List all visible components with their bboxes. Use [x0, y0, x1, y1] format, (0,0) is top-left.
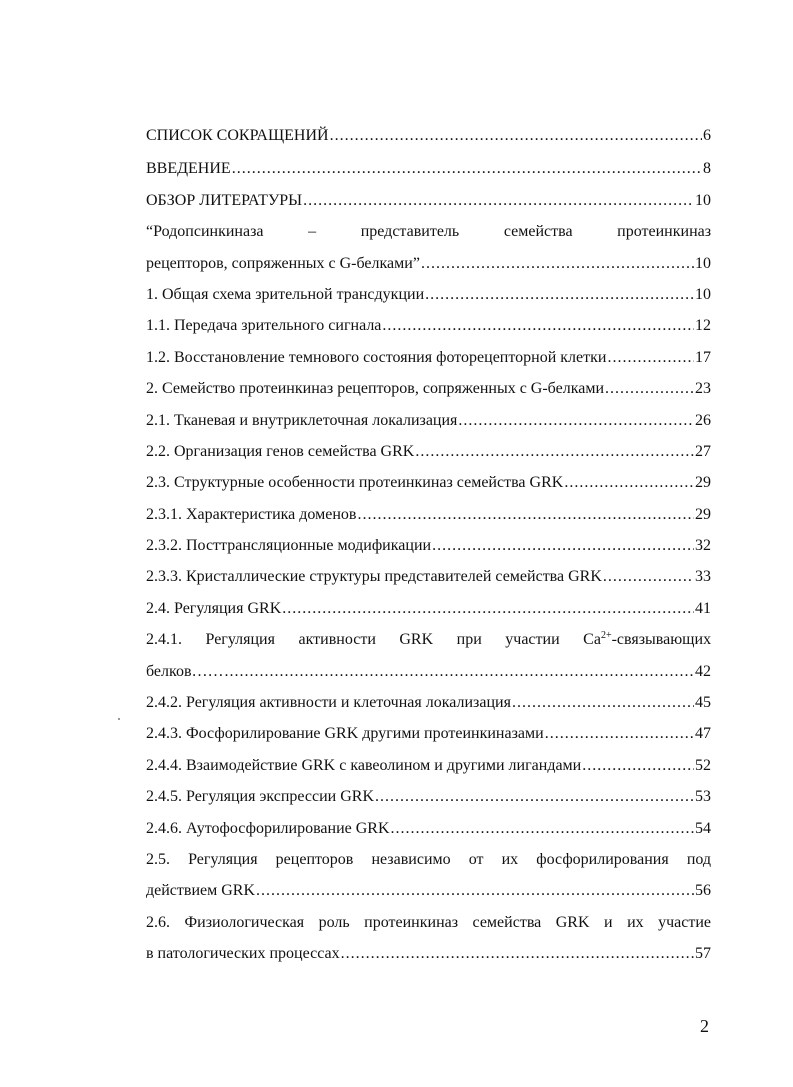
- toc-entry-2: [146, 373, 711, 404]
- toc-entry-page: 54: [695, 819, 711, 837]
- toc-entry-title: ВВЕДЕНИЕ: [146, 160, 231, 178]
- dot-leader: [582, 756, 694, 776]
- toc-entry-title: ОБЗОР ЛИТЕРАТУРЫ: [146, 191, 303, 209]
- toc-entry-page: 41: [695, 599, 711, 617]
- dot-leader: [303, 191, 694, 211]
- toc-entry-page: 32: [695, 537, 711, 555]
- toc-entry-page: 29: [695, 474, 711, 492]
- toc-word: под: [686, 850, 711, 868]
- toc-entry-title: 1.2. Восстановление темнового состояния фоторецепторной клетки: [146, 348, 607, 366]
- dot-leader: [458, 411, 694, 431]
- toc-entry-title: рецепторов, сопряженных с G-белками”: [146, 254, 420, 272]
- toc-word: “Родопсинкиназа: [146, 223, 264, 241]
- toc-word: протеинкиназ: [364, 913, 459, 931]
- toc-entry-2-3-1: [146, 499, 711, 530]
- dot-leader: [330, 126, 702, 146]
- toc-word: 2.4.1.: [146, 631, 182, 649]
- dot-leader: [425, 285, 694, 305]
- toc-entry-title: 2.2. Организация генов семейства GRK: [146, 442, 415, 460]
- toc-entry-title: в патологических процессах: [146, 945, 340, 963]
- toc-entry-title: 2.4.5. Регуляция экспрессии GRK: [146, 788, 374, 806]
- toc-entry-2-4: [146, 593, 711, 624]
- toc-entry-title: 2.4.2. Регуляция активности и клеточная локализация: [146, 694, 511, 712]
- toc-word: активности: [298, 631, 376, 649]
- toc-word: их: [627, 913, 644, 931]
- toc-entry-2-6-line1: [146, 907, 711, 938]
- dot-leader: [232, 159, 702, 179]
- toc-entry-title: действием GRK: [146, 882, 256, 900]
- toc-entry-page: 8: [703, 160, 711, 178]
- table-of-contents: [146, 122, 711, 970]
- dot-leader: [512, 693, 694, 713]
- toc-entry-2-4-3: [146, 718, 711, 749]
- toc-entry-page: 47: [695, 725, 711, 743]
- toc-word: семейства: [472, 913, 542, 931]
- toc-word: GRK: [555, 913, 590, 931]
- toc-entry-rhodopsin-kinase-line1: [146, 216, 711, 247]
- toc-entry-title: 2. Семейство протеинкиназ рецепторов, сопряженных с G-белками: [146, 380, 605, 398]
- dot-leader: [225, 662, 694, 682]
- dot-leader: [282, 599, 694, 619]
- toc-word: участие: [658, 913, 711, 931]
- toc-word: GRK: [399, 631, 434, 649]
- toc-word: представитель: [360, 223, 460, 241]
- toc-entry-title: 1.1. Передача зрительного сигнала: [146, 317, 382, 335]
- toc-entry-page: 23: [695, 380, 711, 398]
- dot-leader: [256, 881, 694, 901]
- dot-leader: [415, 442, 694, 462]
- calcium-suffix: -связывающих: [611, 631, 711, 649]
- toc-word: их: [501, 850, 519, 868]
- toc-entry-1-1: [146, 310, 711, 341]
- toc-entry-page: 10: [695, 191, 711, 209]
- toc-word: роль: [318, 913, 350, 931]
- toc-entry-2-4-1-line2: [146, 656, 711, 687]
- toc-entry-2-4-2: [146, 687, 711, 718]
- toc-word: 2.6.: [146, 913, 170, 931]
- dot-leader: [375, 787, 694, 807]
- toc-entry-1-2: [146, 342, 711, 373]
- toc-entry-2-2: [146, 436, 711, 467]
- toc-entry-page: 10: [695, 285, 711, 303]
- toc-entry-2-5-line1: [146, 844, 711, 875]
- toc-entry-title: 1. Общая схема зрительной трансдукции: [146, 285, 425, 303]
- toc-entry-2-4-5: [146, 781, 711, 812]
- toc-entry-title: 2.4.6. Аутофосфорилирование GRK: [146, 819, 390, 837]
- toc-entry-2-3: [146, 467, 711, 498]
- toc-entry-2-4-1-line1: [146, 624, 711, 655]
- dot-leader: [545, 724, 694, 744]
- calcium-charge: 2+: [600, 630, 612, 642]
- toc-word: фосфорилирования: [536, 850, 669, 868]
- toc-entry-page: 6: [703, 127, 711, 144]
- toc-entry-page: 45: [695, 694, 711, 712]
- page-number: 2: [700, 1016, 709, 1036]
- toc-entry-2-1: [146, 405, 711, 436]
- toc-entry-page: 26: [695, 411, 711, 429]
- toc-word-calcium: [583, 631, 711, 648]
- toc-word: рецепторов: [275, 850, 354, 868]
- toc-entry-2-3-3: [146, 561, 711, 592]
- dot-leader: [432, 536, 694, 556]
- toc-entry-title: 2.1. Тканевая и внутриклеточная локализация: [146, 411, 458, 429]
- toc-entry-page: 57: [695, 945, 711, 963]
- dot-leader: [603, 567, 694, 587]
- toc-entry-introduction: [146, 153, 711, 184]
- toc-entry-page: 56: [695, 882, 711, 900]
- toc-entry-title: 2.3.2. Посттрансляционные модификации: [146, 537, 432, 555]
- dot-leader: [382, 316, 694, 336]
- dot-leader: [341, 944, 694, 964]
- toc-entry-title: 2.3.3. Кристаллические структуры представителей семейства GRK: [146, 568, 602, 586]
- toc-entry-title: 2.4.3. Фосфорилирование GRK другими протеинкиназами: [146, 725, 544, 743]
- toc-entry-title: белков……: [146, 662, 224, 680]
- toc-word: 2.5.: [146, 850, 170, 868]
- toc-word: Регуляция: [188, 850, 258, 868]
- toc-entry-1: [146, 279, 711, 310]
- toc-entry-page: 52: [695, 756, 711, 774]
- toc-entry-page: 17: [695, 348, 711, 366]
- scan-speck: [118, 718, 120, 720]
- toc-entry-2-5-line2: [146, 875, 711, 906]
- toc-entry-page: 27: [695, 442, 711, 460]
- dot-leader: [421, 254, 694, 274]
- toc-entry-page: 29: [695, 505, 711, 523]
- toc-entry-page: 10: [695, 254, 711, 272]
- toc-word: Регуляция: [205, 631, 275, 649]
- toc-word: и: [604, 913, 613, 931]
- toc-entry-page: 53: [695, 788, 711, 806]
- toc-entry-rhodopsin-kinase-line2: [146, 248, 711, 279]
- toc-word: участии: [505, 631, 560, 649]
- toc-word: Физиологическая: [184, 913, 305, 931]
- dot-leader: [605, 379, 694, 399]
- toc-entry-title: 2.3. Структурные особенности протеинкиназ семейства GRK: [146, 474, 564, 492]
- toc-entry-abbreviations: [146, 122, 711, 153]
- toc-entry-title: 2.3.1. Характеристика доменов: [146, 505, 357, 523]
- toc-entry-title: 2.4. Регуляция GRK: [146, 599, 282, 617]
- toc-word: семейства: [503, 223, 573, 241]
- toc-entry-title: СПИСОК СОКРАЩЕНИЙ: [146, 127, 329, 144]
- toc-entry-page: 12: [695, 317, 711, 335]
- toc-entry-2-4-6: [146, 813, 711, 844]
- toc-entry-2-4-4: [146, 750, 711, 781]
- toc-word: –: [308, 223, 317, 241]
- toc-entry-title: 2.4.4. Взаимодействие GRK с кавеолином и другими лигандами: [146, 756, 582, 774]
- dot-leader: [357, 505, 694, 525]
- toc-entry-literature-review: [146, 185, 711, 216]
- toc-entry-2-3-2: [146, 530, 711, 561]
- toc-entry-page: 33: [695, 568, 711, 586]
- toc-word: протеинкиназ: [617, 223, 711, 241]
- calcium-symbol: Ca: [583, 631, 601, 649]
- dot-leader: [607, 348, 694, 368]
- toc-entry-page: 42: [695, 662, 711, 680]
- toc-word: независимо: [371, 850, 451, 868]
- dot-leader: [391, 819, 694, 839]
- toc-word: при: [456, 631, 482, 649]
- dot-leader: [564, 473, 694, 493]
- toc-word: от: [468, 850, 484, 868]
- toc-entry-2-6-line2: [146, 938, 711, 969]
